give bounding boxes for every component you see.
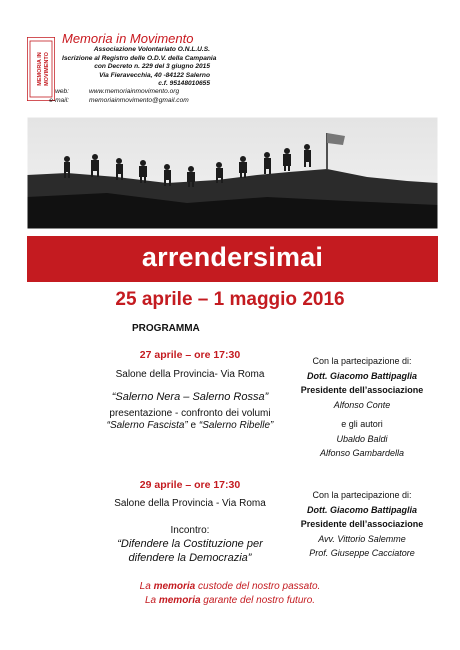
email-link[interactable]: memoriainmovimento@gmail.com	[89, 96, 189, 104]
event1-date: 27 aprile – ore 17:30	[139, 349, 241, 361]
email-label: e-mail:	[49, 96, 69, 104]
participant-name: Dott. Giacomo Battipaglia	[306, 504, 417, 515]
participant-name: Dott. Giacomo Battipaglia	[306, 370, 417, 381]
org-line: con Decreto n. 229 del 3 giugno 2015	[94, 63, 210, 71]
web-label: web:	[55, 88, 69, 95]
org-line: Associazione Volontariato O.N.L.U.S.	[93, 46, 210, 53]
participant-name: Alfonso Conte	[333, 399, 391, 410]
title-band	[27, 236, 438, 282]
event2-participants	[282, 488, 442, 561]
event2-date: 29 aprile – ore 17:30	[139, 479, 241, 491]
motto-keyword: memoria	[153, 581, 196, 592]
event-title: arrendersimai	[141, 242, 324, 272]
motto-text: La	[139, 581, 154, 592]
svg-text:MEMORIA IN: MEMORIA IN	[37, 52, 43, 86]
motto-line1	[0, 580, 460, 594]
book-title: “Salerno Ribelle”	[198, 420, 274, 431]
motto-text: custode del nostro passato.	[195, 581, 321, 592]
event2-type: Incontro:	[170, 525, 210, 536]
author-name: Alfonso Gambardella	[319, 448, 405, 458]
organization-name: Memoria in Movimento	[62, 31, 194, 46]
event2-venue: Salone della Provincia - Via Roma	[114, 498, 266, 509]
event1-venue: Salone della Provincia- Via Roma	[115, 369, 265, 380]
participant-name: Avv. Vittorio Salemme	[318, 533, 406, 544]
motto-text: La	[144, 595, 159, 606]
motto-text: garante del nostro futuro.	[200, 595, 316, 606]
event1-books	[80, 420, 300, 431]
participant-role: Presidente dell’associazione	[300, 519, 424, 529]
event1-description: presentazione - confronto dei volumi	[109, 408, 271, 419]
conjunction: e	[187, 420, 199, 431]
contact-info	[29, 88, 189, 105]
event2-title-line1: “Difendere la Costituzione per	[117, 538, 263, 550]
organization-details	[62, 46, 217, 89]
participation-intro: Con la partecipazione di:	[312, 356, 412, 366]
book-title: “Salerno Fascista”	[106, 420, 188, 431]
motto-keyword: memoria	[158, 595, 201, 606]
event-dates: 25 aprile – 1 maggio 2016	[115, 289, 345, 310]
participant-role: Presidente dell’associazione	[300, 385, 424, 395]
participation-intro: Con la partecipazione di:	[312, 490, 412, 500]
web-link[interactable]: www.memoriainmovimento.org	[89, 88, 180, 95]
org-line: Iscrizione al Registro delle O.D.V. della Campania	[62, 54, 217, 62]
motto-line2	[0, 594, 460, 608]
participant-name: Prof. Giuseppe Cacciatore	[309, 548, 415, 558]
event1-participants	[282, 354, 442, 461]
authors-label: e gli autori	[341, 419, 383, 429]
footer-motto	[0, 580, 460, 608]
org-line: c.f. 95148010655	[158, 80, 210, 88]
event2-title-line2: difendere la Democrazia”	[128, 552, 252, 564]
author-name: Ubaldo Baldi	[336, 433, 388, 444]
programma-heading: PROGRAMMA	[132, 323, 200, 334]
org-line: Via Fieravecchia, 40 -84122 Salerno	[99, 71, 210, 79]
historical-photo	[27, 117, 438, 229]
event1-title: “Salerno Nera – Salerno Rossa”	[111, 391, 269, 403]
svg-text:MOVIMENTO: MOVIMENTO	[44, 52, 50, 86]
